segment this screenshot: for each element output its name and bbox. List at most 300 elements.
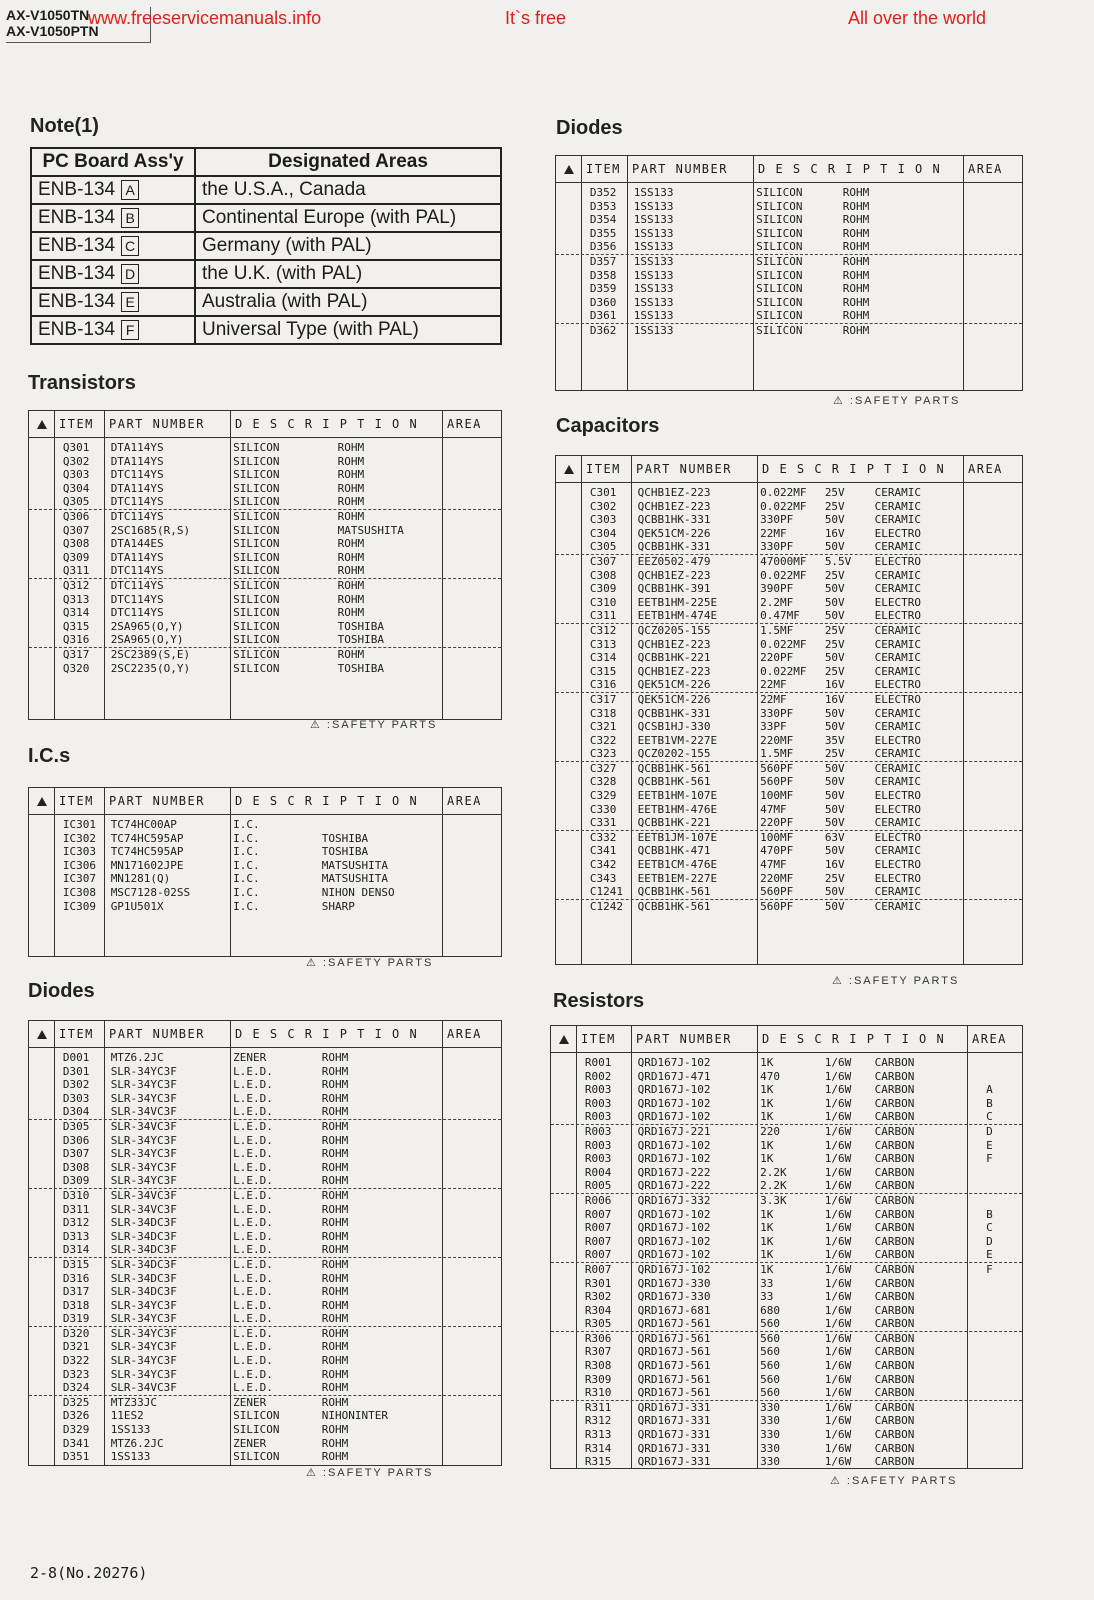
- cell-type: I.C.: [233, 885, 260, 899]
- cell-area: B: [986, 1207, 993, 1221]
- cell-type: CARBON: [874, 1234, 915, 1248]
- cell-area: [441, 648, 501, 662]
- cell-area: [441, 482, 501, 496]
- row-spacer: [29, 1272, 55, 1286]
- table-row: [556, 638, 1022, 652]
- cell-type: SILICON: [756, 309, 803, 323]
- cell-part-number: QRD167J-561: [637, 1345, 711, 1359]
- cell-area: [962, 678, 1022, 692]
- cell-item: Q317: [62, 647, 90, 661]
- cell-area: [962, 885, 1022, 899]
- cell-maker: ROHM: [337, 468, 365, 482]
- cell-value: 0.022MF: [760, 637, 807, 651]
- row-spacer: [556, 624, 582, 638]
- cell-type: CARBON: [874, 1221, 915, 1235]
- table-row: [29, 1243, 501, 1258]
- note-area-code: A: [121, 180, 139, 200]
- cell-type: CARBON: [874, 1386, 915, 1400]
- cell-area: [962, 693, 1022, 707]
- cell-part-number: MN171602JPE: [110, 858, 184, 872]
- cell-part-number: QRD167J-332: [637, 1193, 711, 1207]
- cell-area: [966, 1290, 1022, 1304]
- cell-type: CERAMIC: [874, 582, 921, 596]
- cell-maker: ROHM: [337, 454, 365, 468]
- cell-value: 1K: [760, 1262, 774, 1276]
- cell-rating: 50V: [824, 651, 845, 665]
- table-row: [556, 569, 1022, 583]
- cell-area: [441, 872, 501, 886]
- cell-item: C1242: [589, 899, 623, 913]
- cell-type: L.E.D.: [233, 1078, 273, 1092]
- cell-value: 2.2K: [760, 1179, 787, 1193]
- cell-type: SILICON: [756, 226, 803, 240]
- note-board: ENB-134: [38, 207, 116, 228]
- cell-item: R003: [584, 1138, 612, 1152]
- cell-item: Q320: [62, 661, 90, 675]
- cell-value: 100MF: [760, 830, 794, 844]
- table-row: [29, 818, 501, 832]
- cell-type: SILICON: [756, 254, 803, 268]
- table-row: [556, 213, 1022, 227]
- row-spacer: [556, 747, 582, 761]
- cell-item: D321: [62, 1340, 90, 1354]
- note-area-code: B: [121, 208, 139, 228]
- table-row: [551, 1125, 1022, 1139]
- table-row: [556, 324, 1022, 338]
- cell-part-number: QCHB1EZ-223: [637, 568, 711, 582]
- row-spacer: [556, 227, 582, 241]
- table-row: [551, 1152, 1022, 1166]
- cell-maker: ROHM: [337, 578, 365, 592]
- cell-area: E: [986, 1138, 993, 1152]
- diodes-right-table: [555, 155, 1023, 391]
- cell-area: [441, 1368, 501, 1382]
- cell-rating: 63V: [824, 830, 845, 844]
- table-row: [551, 1414, 1022, 1428]
- cell-item: D320: [62, 1326, 90, 1340]
- cell-type: CARBON: [874, 1124, 915, 1138]
- banner-free-text: It`s free: [505, 8, 567, 28]
- cell-part-number: QRD167J-330: [637, 1276, 711, 1290]
- cell-item: C321: [589, 720, 617, 734]
- cell-item: R001: [584, 1056, 612, 1069]
- cell-type: CARBON: [874, 1138, 915, 1152]
- cell-area: [966, 1345, 1022, 1359]
- cell-rating: 1/6W: [824, 1083, 852, 1097]
- table-row: [551, 1097, 1022, 1111]
- row-spacer: [29, 1354, 55, 1368]
- row-spacer: [29, 579, 55, 593]
- cell-item: D312: [62, 1216, 90, 1230]
- cell-type: SILICON: [233, 661, 280, 675]
- cell-rating: 1/6W: [824, 1414, 852, 1428]
- safety-icon: [29, 788, 55, 814]
- col-part-number: PART NUMBER: [632, 456, 758, 482]
- cell-item: D362: [589, 323, 617, 337]
- cell-item: D341: [62, 1436, 90, 1450]
- cell-area: [441, 1450, 501, 1464]
- cell-type: L.E.D.: [233, 1064, 273, 1078]
- cell-area: [962, 500, 1022, 514]
- row-spacer: [29, 1258, 55, 1272]
- note-area: the U.S.A., Canada: [195, 176, 501, 204]
- cell-maker: ROHM: [842, 254, 870, 268]
- cell-part-number: QCBB1HK-331: [637, 540, 711, 554]
- cell-area: [962, 486, 1022, 500]
- cell-part-number: EETB1EM-227E: [637, 871, 718, 885]
- row-spacer: [29, 537, 55, 551]
- transistors-title: Transistors: [28, 372, 136, 394]
- table-row: [551, 1317, 1022, 1332]
- table-row: [551, 1194, 1022, 1208]
- col-description: D E S C R I P T I O N: [231, 411, 443, 437]
- note-board: ENB-134: [38, 179, 116, 200]
- table-row: [556, 872, 1022, 886]
- table-row: [29, 1409, 501, 1423]
- table-row: [29, 510, 501, 524]
- cell-rating: 16V: [824, 678, 845, 692]
- cell-item: C303: [589, 513, 617, 527]
- table-row: [556, 803, 1022, 817]
- cell-area: [962, 213, 1022, 227]
- banner-site-link[interactable]: www.freeservicemanuals.info: [88, 8, 322, 28]
- cell-item: R007: [584, 1248, 612, 1262]
- table-row: [556, 269, 1022, 283]
- row-spacer: [551, 1235, 577, 1249]
- cell-item: D318: [62, 1298, 90, 1312]
- table-row: [29, 1285, 501, 1299]
- cell-item: R007: [584, 1207, 612, 1221]
- cell-item: IC302: [62, 831, 96, 845]
- note-board-cell: [31, 204, 195, 232]
- safety-label-resistors: ⚠ :SAFETY PARTS: [830, 1475, 958, 1487]
- cell-type: SILICON: [233, 495, 280, 509]
- cell-rating: 1/6W: [824, 1207, 852, 1221]
- table-row: [556, 296, 1022, 310]
- row-spacer: [29, 1105, 55, 1119]
- cell-maker: ROHM: [321, 1381, 349, 1395]
- cell-part-number: QCBB1HK-391: [637, 582, 711, 596]
- row-spacer: [556, 500, 582, 514]
- row-spacer: [29, 1216, 55, 1230]
- cell-type: CARBON: [874, 1455, 915, 1469]
- cell-area: [962, 720, 1022, 734]
- table-row: [29, 1134, 501, 1148]
- col-description: D E S C R I P T I O N: [758, 1026, 968, 1052]
- cell-value: 220MF: [760, 871, 794, 885]
- cell-rating: 1/6W: [824, 1152, 852, 1166]
- cell-value: 1K: [760, 1207, 774, 1221]
- table-row: [29, 551, 501, 565]
- cell-type: CERAMIC: [874, 486, 921, 499]
- cell-area: [966, 1166, 1022, 1180]
- cell-value: 560PF: [760, 775, 794, 789]
- cell-maker: ROHM: [337, 564, 365, 578]
- cell-item: C310: [589, 595, 617, 609]
- col-description: D E S C R I P T I O N: [231, 1021, 443, 1047]
- cell-rating: 1/6W: [824, 1193, 852, 1207]
- cell-part-number: TC74HC595AP: [110, 831, 184, 845]
- cell-rating: 1/6W: [824, 1303, 852, 1317]
- cell-item: D360: [589, 295, 617, 309]
- table-row: [556, 844, 1022, 858]
- cell-value: 33: [760, 1276, 774, 1290]
- cell-item: D351: [62, 1450, 90, 1464]
- col-part-number: PART NUMBER: [105, 788, 231, 814]
- table-row: [551, 1179, 1022, 1194]
- cell-value: 330PF: [760, 513, 794, 527]
- cell-item: D301: [62, 1064, 90, 1078]
- cell-maker: ROHM: [321, 1423, 349, 1437]
- cell-item: R003: [584, 1096, 612, 1110]
- cell-item: C311: [589, 609, 617, 623]
- cell-item: D324: [62, 1381, 90, 1395]
- cell-item: C316: [589, 678, 617, 692]
- cell-type: CARBON: [874, 1207, 915, 1221]
- cell-type: ELECTRO: [874, 789, 921, 803]
- cell-rating: 1/6W: [824, 1400, 852, 1414]
- table-row: [29, 455, 501, 469]
- cell-value: 1.5MF: [760, 747, 794, 761]
- cell-type: CARBON: [874, 1372, 915, 1386]
- row-spacer: [29, 1327, 55, 1341]
- cell-type: I.C.: [233, 818, 260, 831]
- cell-type: CARBON: [874, 1179, 915, 1193]
- table-row: [29, 1051, 501, 1065]
- row-spacer: [29, 1450, 55, 1464]
- cell-value: 560: [760, 1359, 780, 1373]
- cell-area: [441, 886, 501, 900]
- cell-part-number: QRD167J-561: [637, 1372, 711, 1386]
- row-spacer: [29, 441, 55, 455]
- row-spacer: [556, 775, 582, 789]
- row-spacer: [551, 1359, 577, 1373]
- cell-rating: 1/6W: [824, 1165, 852, 1179]
- cell-type: SILICON: [233, 647, 280, 661]
- cell-value: 47MF: [760, 802, 787, 816]
- cell-value: 560PF: [760, 899, 794, 913]
- cell-type: ELECTRO: [874, 858, 921, 872]
- table-row: [29, 495, 501, 510]
- note-area: Germany (with PAL): [195, 232, 501, 260]
- cell-maker: ROHM: [842, 295, 870, 309]
- cell-area: [962, 900, 1022, 914]
- table-header: [29, 1021, 501, 1048]
- cell-item: D355: [589, 226, 617, 240]
- cell-rating: 16V: [824, 858, 845, 872]
- row-spacer: [29, 1299, 55, 1313]
- row-spacer: [551, 1097, 577, 1111]
- cell-part-number: QCHB1EZ-223: [637, 486, 711, 499]
- cell-item: C323: [589, 747, 617, 761]
- cell-type: CARBON: [874, 1083, 915, 1097]
- cell-maker: ROHM: [842, 186, 870, 199]
- cell-rating: 1/6W: [824, 1262, 852, 1276]
- cell-part-number: SLR-34YC3F: [110, 1340, 177, 1354]
- row-spacer: [551, 1386, 577, 1400]
- cell-item: D316: [62, 1271, 90, 1285]
- row-spacer: [29, 482, 55, 496]
- cell-type: SILICON: [756, 295, 803, 309]
- cell-area: [966, 1056, 1022, 1070]
- cell-part-number: QRD167J-561: [637, 1359, 711, 1373]
- cell-type: I.C.: [233, 858, 260, 872]
- cell-maker: SHARP: [321, 899, 355, 913]
- cell-part-number: EETB1HM-476E: [637, 802, 718, 816]
- cell-maker: ROHM: [337, 537, 365, 551]
- cell-type: ELECTRO: [874, 871, 921, 885]
- cell-part-number: SLR-34DC3F: [110, 1257, 177, 1271]
- cell-area: [441, 1065, 501, 1079]
- cell-type: ELECTRO: [874, 830, 921, 844]
- cell-area: A: [986, 1083, 993, 1097]
- cell-type: CARBON: [874, 1069, 915, 1083]
- cell-item: Q312: [62, 578, 90, 592]
- cell-item: Q308: [62, 537, 90, 551]
- row-spacer: [556, 540, 582, 554]
- cell-rating: 25V: [824, 486, 845, 499]
- cell-area: [962, 200, 1022, 214]
- row-spacer: [556, 831, 582, 845]
- cell-value: 220MF: [760, 733, 794, 747]
- cell-value: 1K: [760, 1110, 774, 1124]
- cell-part-number: SLR-34DC3F: [110, 1229, 177, 1243]
- cell-maker: ROHM: [337, 481, 365, 495]
- cell-area: [962, 734, 1022, 748]
- cell-area: [962, 296, 1022, 310]
- cell-item: R003: [584, 1083, 612, 1097]
- cell-item: D308: [62, 1160, 90, 1174]
- cell-maker: ROHM: [842, 282, 870, 296]
- cell-area: [962, 638, 1022, 652]
- cell-area: [441, 1272, 501, 1286]
- cell-area: [962, 269, 1022, 283]
- cell-part-number: QEK51CM-226: [637, 678, 711, 692]
- cell-type: CERAMIC: [874, 637, 921, 651]
- cell-item: C312: [589, 623, 617, 637]
- cell-area: [966, 1373, 1022, 1387]
- table-row: [551, 1386, 1022, 1401]
- row-spacer: [29, 1092, 55, 1106]
- table-header: [551, 1026, 1022, 1053]
- cell-maker: ROHM: [321, 1147, 349, 1161]
- cell-area: [441, 1216, 501, 1230]
- col-item: ITEM: [582, 156, 628, 182]
- row-spacer: [551, 1221, 577, 1235]
- table-row: [29, 606, 501, 620]
- row-spacer: [556, 240, 582, 254]
- note-row: [31, 288, 501, 316]
- row-spacer: [551, 1304, 577, 1318]
- row-spacer: [551, 1455, 577, 1469]
- table-row: [551, 1428, 1022, 1442]
- cell-area: [441, 510, 501, 524]
- cell-rating: 50V: [824, 789, 845, 803]
- cell-type: SILICON: [756, 282, 803, 296]
- cell-item: IC307: [62, 872, 96, 886]
- cell-area: [441, 1381, 501, 1395]
- cell-part-number: QRD167J-331: [637, 1441, 711, 1455]
- cell-item: D314: [62, 1243, 90, 1257]
- cell-type: ELECTRO: [874, 678, 921, 692]
- safety-label-diodes-right: ⚠ :SAFETY PARTS: [833, 395, 961, 407]
- cell-type: CERAMIC: [874, 761, 921, 775]
- cell-area: [441, 1396, 501, 1410]
- row-spacer: [551, 1179, 577, 1193]
- cell-area: [441, 564, 501, 578]
- cell-area: [962, 609, 1022, 623]
- cell-area: [962, 831, 1022, 845]
- cell-area: [441, 1189, 501, 1203]
- cell-part-number: QCBB1HK-561: [637, 899, 711, 913]
- cell-part-number: DTA114YS: [110, 481, 164, 495]
- cell-item: C304: [589, 526, 617, 540]
- row-spacer: [29, 1437, 55, 1451]
- cell-area: [441, 1243, 501, 1257]
- cell-area: [441, 859, 501, 873]
- note-board: ENB-134: [38, 235, 116, 256]
- row-spacer: [551, 1056, 577, 1070]
- cell-area: [441, 620, 501, 634]
- table-row: [29, 1423, 501, 1437]
- cell-area: [962, 540, 1022, 554]
- cell-maker: ROHM: [321, 1367, 349, 1381]
- cell-type: SILICON: [756, 268, 803, 282]
- cell-item: D323: [62, 1367, 90, 1381]
- cell-maker: ROHM: [842, 199, 870, 213]
- row-spacer: [556, 309, 582, 323]
- table-row: [556, 747, 1022, 762]
- table-row: [29, 482, 501, 496]
- transistors-table: [28, 410, 502, 720]
- cell-item: D322: [62, 1354, 90, 1368]
- cell-item: D353: [589, 199, 617, 213]
- table-row: [29, 832, 501, 846]
- cell-part-number: SLR-34YC3F: [110, 1354, 177, 1368]
- cell-maker: ROHM: [321, 1188, 349, 1202]
- cell-maker: ROHM: [321, 1285, 349, 1299]
- cell-area: [962, 282, 1022, 296]
- row-spacer: [556, 844, 582, 858]
- cell-type: SILICON: [756, 240, 803, 254]
- cell-type: SILICON: [233, 633, 280, 647]
- cell-type: CARBON: [874, 1414, 915, 1428]
- table-row: [556, 707, 1022, 721]
- row-spacer: [556, 513, 582, 527]
- cell-item: D329: [62, 1423, 90, 1437]
- cell-maker: ROHM: [321, 1051, 349, 1064]
- cell-item: R315: [584, 1455, 612, 1469]
- cell-item: R304: [584, 1303, 612, 1317]
- cell-area: [966, 1304, 1022, 1318]
- cell-part-number: QRD167J-331: [637, 1400, 711, 1414]
- cell-item: C314: [589, 651, 617, 665]
- cell-value: 1K: [760, 1248, 774, 1262]
- table-row: [29, 1078, 501, 1092]
- table-row: [556, 734, 1022, 748]
- row-spacer: [29, 1340, 55, 1354]
- cell-rating: 1/6W: [824, 1276, 852, 1290]
- cell-part-number: QRD167J-222: [637, 1179, 711, 1193]
- cell-item: R308: [584, 1359, 612, 1373]
- cell-area: [966, 1277, 1022, 1291]
- cell-area: [441, 1312, 501, 1326]
- col-part-number: PART NUMBER: [632, 1026, 758, 1052]
- row-spacer: [29, 1078, 55, 1092]
- cell-type: L.E.D.: [233, 1312, 273, 1326]
- table-row: [29, 1327, 501, 1341]
- cell-maker: ROHM: [321, 1078, 349, 1092]
